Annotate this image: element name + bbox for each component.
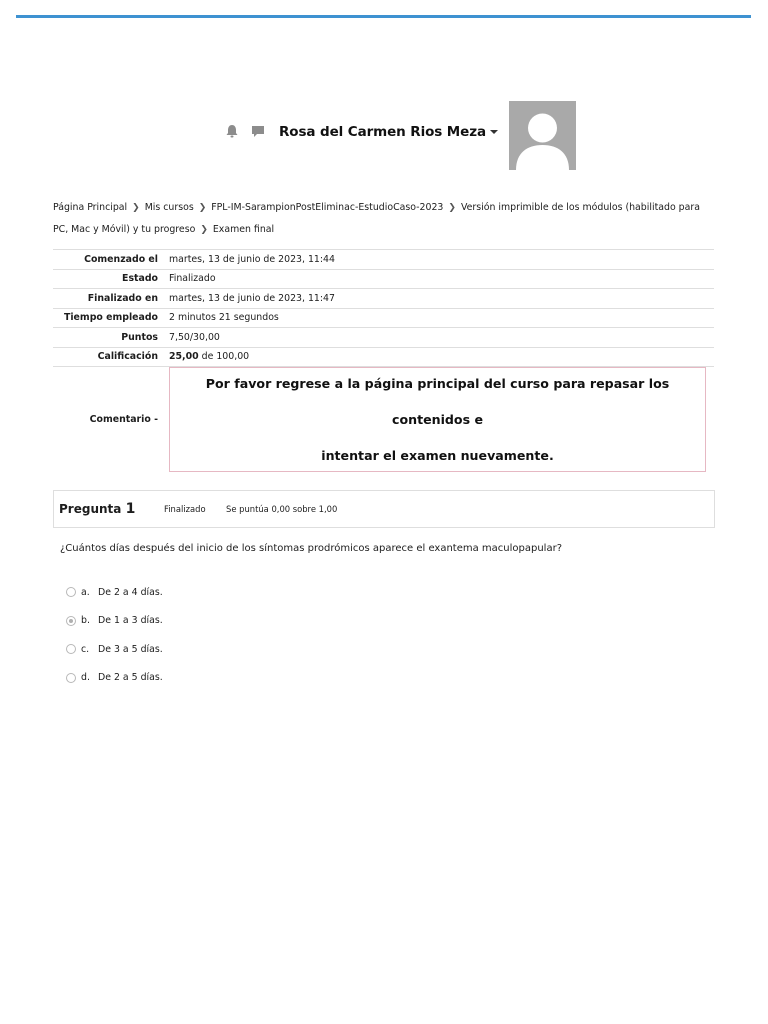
summary-label: Finalizado en	[53, 289, 164, 309]
summary-row-started	[53, 250, 714, 270]
summary-row-time-taken	[53, 308, 714, 328]
radio-button[interactable]	[66, 673, 76, 683]
top-accent-bar	[16, 15, 751, 18]
summary-value: 7,50/30,00	[164, 328, 714, 348]
breadcrumb	[53, 197, 713, 241]
summary-row-comment	[53, 367, 714, 473]
answer-option-a[interactable]	[66, 578, 163, 607]
attempt-summary-table	[53, 249, 714, 472]
answer-letter: d.	[81, 672, 90, 684]
summary-value: martes, 13 de junio de 2023, 11:44	[164, 250, 714, 270]
summary-value: 2 minutos 21 segundos	[164, 308, 714, 328]
summary-value	[164, 347, 714, 367]
answer-list	[66, 578, 163, 692]
answer-text: De 2 a 4 días.	[98, 586, 163, 598]
avatar[interactable]	[509, 101, 576, 170]
caret-down-icon[interactable]	[490, 130, 498, 134]
summary-row-finished	[53, 289, 714, 309]
question-state: Finalizado	[164, 504, 206, 514]
breadcrumb-item-my-courses[interactable]: Mis cursos	[144, 202, 194, 213]
grade-value: 25,00	[169, 351, 199, 363]
summary-label: Comentario -	[53, 367, 164, 473]
summary-label: Tiempo empleado	[53, 308, 164, 328]
bell-icon[interactable]	[224, 123, 242, 141]
chevron-right-icon: ❯	[132, 203, 140, 213]
summary-value: Finalizado	[164, 269, 714, 289]
answer-letter: c.	[81, 643, 90, 655]
chevron-right-icon: ❯	[198, 203, 207, 213]
answer-option-c[interactable]	[66, 635, 163, 664]
answer-option-b[interactable]	[66, 607, 163, 636]
summary-row-points	[53, 328, 714, 348]
chevron-right-icon: ❯	[200, 225, 208, 235]
comment-line-1: Por favor regrese a la página principal del curso para repasar los contenidos e	[205, 375, 670, 427]
question-title	[59, 501, 164, 517]
comment-cell	[164, 367, 714, 473]
radio-button-selected[interactable]	[66, 616, 76, 626]
breadcrumb-item-course[interactable]: FPL-IM-SarampionPostEliminac-EstudioCaso-2023	[211, 202, 444, 213]
question-text: ¿Cuántos días después del inicio de los síntomas prodrómicos aparece el exantema maculopapular?	[60, 543, 563, 554]
summary-value: martes, 13 de junio de 2023, 11:47	[164, 289, 714, 309]
grade-max: de 100,00	[201, 351, 250, 363]
answer-letter: a.	[81, 586, 90, 598]
comment-box	[169, 367, 706, 472]
question-grade: Se puntúa 0,00 sobre 1,00	[226, 504, 338, 514]
user-menu	[224, 100, 576, 170]
answer-text: De 2 a 5 días.	[98, 672, 163, 684]
summary-label: Calificación	[53, 347, 164, 367]
summary-label: Puntos	[53, 328, 164, 348]
summary-label: Estado	[53, 269, 164, 289]
user-name[interactable]: Rosa del Carmen Rios Meza	[279, 124, 486, 140]
chevron-right-icon: ❯	[448, 203, 456, 213]
question-number: 1	[125, 501, 136, 517]
summary-label: Comenzado el	[53, 250, 164, 270]
radio-button[interactable]	[66, 644, 76, 654]
breadcrumb-item-section[interactable]: Versión imprimible de los módulos (habilitado para PC, Mac y Móvil) y tu progreso	[53, 202, 700, 235]
breadcrumb-item-exam[interactable]: Examen final	[212, 224, 275, 235]
answer-letter: b.	[81, 615, 90, 627]
radio-button[interactable]	[66, 587, 76, 597]
avatar-silhouette-icon	[509, 101, 576, 170]
answer-option-d[interactable]	[66, 664, 163, 693]
message-icon[interactable]	[250, 123, 268, 141]
answer-text: De 3 a 5 días.	[98, 643, 163, 655]
summary-row-state	[53, 269, 714, 289]
breadcrumb-item-home[interactable]: Página Principal	[53, 202, 128, 213]
answer-text: De 1 a 3 días.	[98, 615, 163, 627]
comment-line-2: intentar el examen nuevamente.	[321, 447, 554, 463]
summary-row-grade	[53, 347, 714, 367]
question-info-header	[53, 490, 715, 528]
question-title-word: Pregunta	[59, 502, 122, 516]
